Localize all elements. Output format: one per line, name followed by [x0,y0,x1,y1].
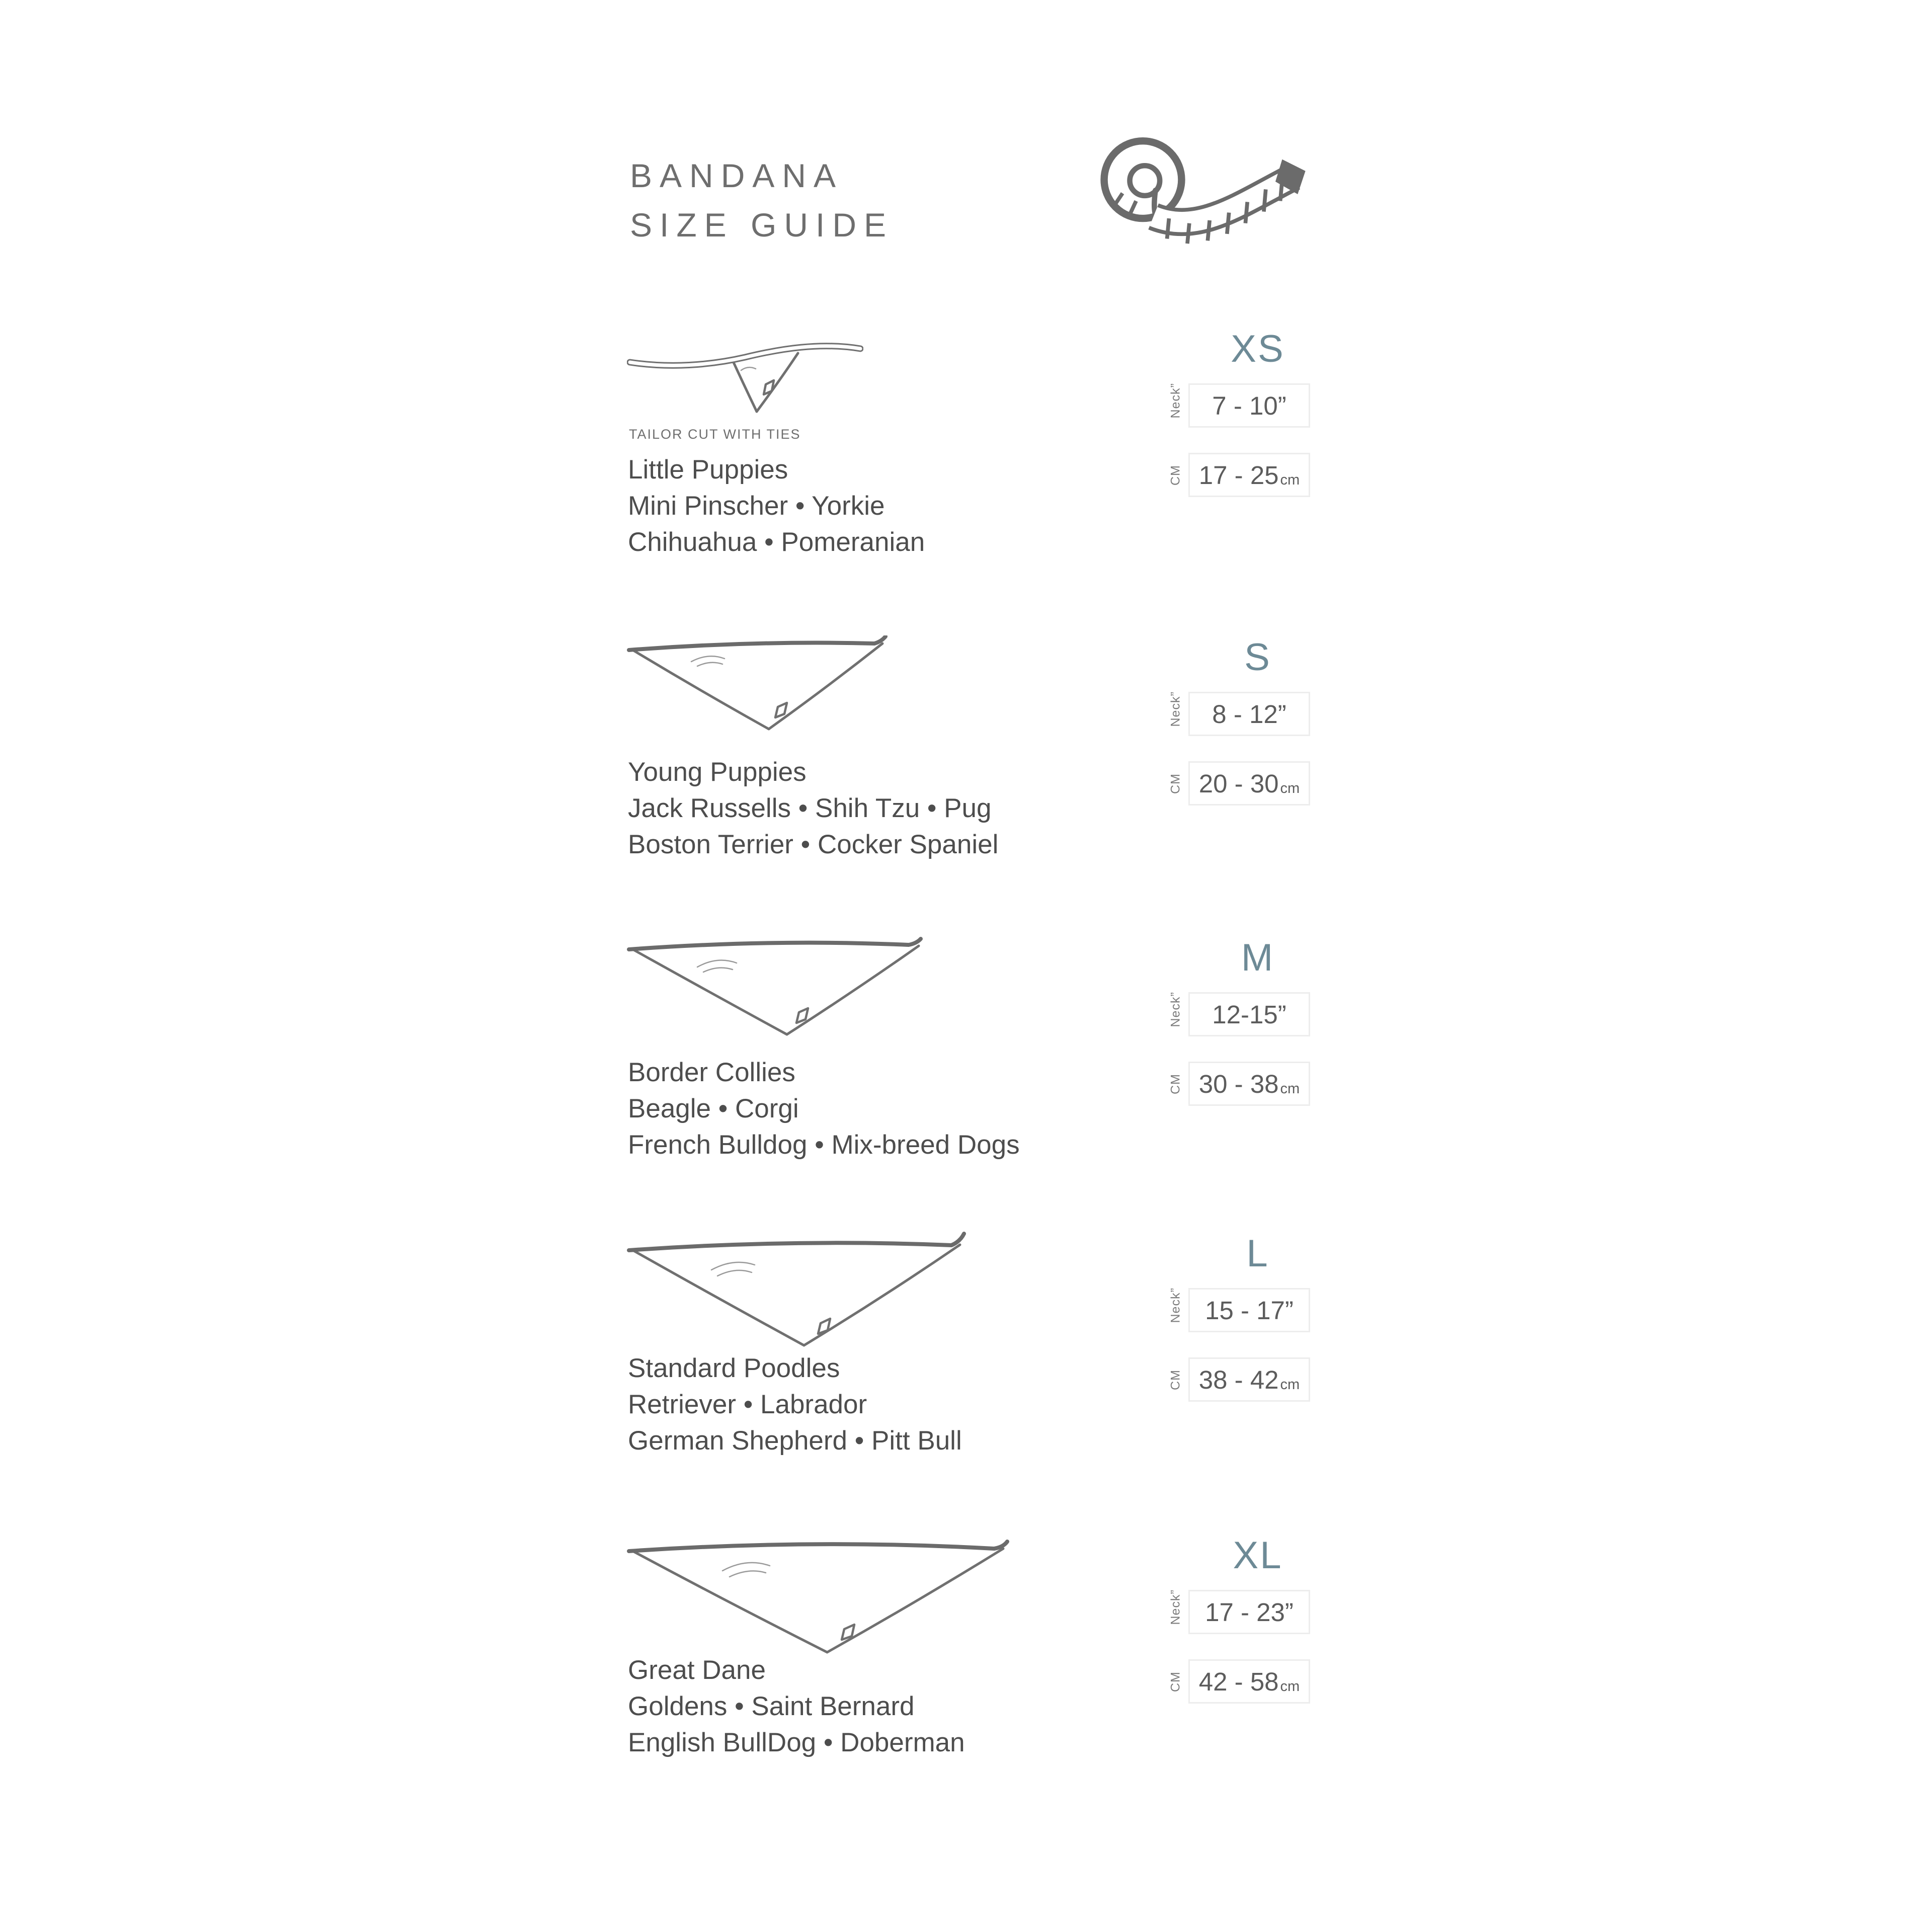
breed-line: French Bulldog • Mix-breed Dogs [628,1130,1020,1160]
breed-line: Boston Terrier • Cocker Spaniel [628,830,999,859]
neck-value: 8 - 12” [1212,699,1286,729]
neck-unit-label: Neck” [1168,1589,1183,1625]
tailor-cut-note: TAILOR CUT WITH TIES [629,427,801,442]
cm-measurement [1163,1357,1310,1402]
bandana-ties-illustration [627,332,863,415]
page-title-line2: SIZE GUIDE [630,206,894,244]
neck-measurement [1163,1590,1310,1634]
size-section-xs [624,322,1338,629]
size-section-xl [624,1528,1338,1835]
cm-measurement [1163,761,1310,806]
neck-measurement [1163,383,1310,428]
neck-value-box [1188,992,1310,1036]
neck-value: 17 - 23” [1205,1597,1294,1627]
breed-list [628,1055,1020,1163]
cm-suffix: cm [1280,1377,1300,1393]
cm-value-box [1188,761,1310,806]
cm-value-box [1188,1062,1310,1106]
neck-value: 7 - 10” [1212,391,1286,420]
cm-value: 17 - 25 [1198,460,1279,490]
cm-value-box [1188,453,1310,497]
cm-value-box [1188,1659,1310,1704]
cm-measurement [1163,453,1310,497]
neck-value: 15 - 17” [1205,1296,1294,1325]
page-title [630,151,894,250]
breed-line: Young Puppies [628,757,807,787]
cm-suffix: cm [1280,1678,1300,1695]
cm-suffix: cm [1280,1081,1300,1097]
cm-unit-label: CM [1168,464,1183,486]
cm-unit-label: CM [1168,1671,1183,1692]
measuring-tape-icon [1086,129,1313,260]
neck-unit-label: Neck” [1168,382,1183,418]
neck-unit-label: Neck” [1168,991,1183,1027]
cm-value-box [1188,1357,1310,1402]
size-label-xs: XS [1231,328,1285,370]
cm-measurement [1163,1062,1310,1106]
cm-value: 30 - 38 [1198,1069,1279,1098]
breed-line: Little Puppies [628,455,788,485]
size-section-s [624,630,1338,937]
breed-line: Great Dane [628,1655,766,1685]
breed-line: Standard Poodles [628,1353,840,1383]
breed-line: German Shepherd • Pitt Bull [628,1426,962,1456]
neck-value-box [1188,1288,1310,1332]
neck-value-box [1188,1590,1310,1634]
cm-measurement [1163,1659,1310,1704]
cm-unit-label: CM [1168,773,1183,794]
size-label-l: L [1246,1232,1269,1275]
neck-measurement [1163,1288,1310,1332]
bandana-illustration [627,1534,1012,1657]
breed-list [628,754,998,863]
cm-value: 42 - 58 [1198,1667,1279,1696]
bandana-illustration [627,936,924,1039]
breed-line: Beagle • Corgi [628,1094,799,1123]
neck-unit-label: Neck” [1168,691,1183,727]
cm-unit-label: CM [1168,1073,1183,1094]
breed-line: Jack Russells • Shih Tzu • Pug [628,793,992,823]
breed-list [628,1350,962,1459]
cm-value: 20 - 30 [1198,769,1279,798]
cm-suffix: cm [1280,780,1300,796]
cm-unit-label: CM [1168,1369,1183,1390]
neck-measurement [1163,692,1310,736]
size-label-s: S [1244,636,1271,679]
size-label-m: M [1241,936,1275,979]
neck-measurement [1163,992,1310,1036]
neck-unit-label: Neck” [1168,1287,1183,1323]
size-section-m [624,931,1338,1238]
neck-value: 12-15” [1212,1000,1286,1029]
breed-list [628,1652,965,1761]
size-section-l [624,1227,1338,1534]
breed-line: English BullDog • Doberman [628,1728,965,1757]
cm-suffix: cm [1280,472,1300,488]
page-title-line1: BANDANA [630,157,844,194]
neck-value-box [1188,692,1310,736]
breed-line: Border Collies [628,1058,795,1087]
breed-line: Goldens • Saint Bernard [628,1692,915,1721]
bandana-illustration [627,635,889,734]
cm-value: 38 - 42 [1198,1365,1279,1394]
breed-line: Mini Pinscher • Yorkie [628,491,885,521]
breed-line: Retriever • Labrador [628,1390,867,1419]
breed-line: Chihuahua • Pomeranian [628,527,925,557]
size-label-xl: XL [1233,1534,1283,1577]
neck-value-box [1188,383,1310,428]
bandana-illustration [627,1232,969,1350]
breed-list [628,452,925,560]
